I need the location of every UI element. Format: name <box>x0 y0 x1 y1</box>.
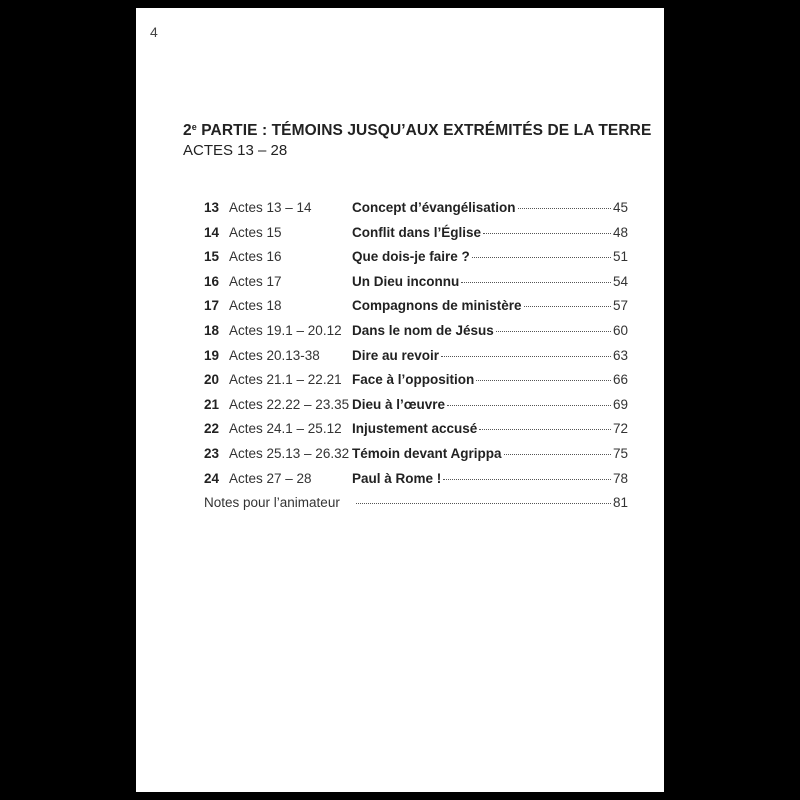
toc-lesson-number: 18 <box>204 322 220 338</box>
book-page <box>136 8 664 792</box>
part-title <box>183 122 651 140</box>
toc-entry <box>352 417 628 442</box>
toc-row[interactable] <box>204 344 628 369</box>
toc-lesson-title: Conflit dans l’Église <box>352 224 482 240</box>
toc-leader-dots <box>443 479 611 480</box>
toc-row[interactable] <box>204 368 628 393</box>
toc-scripture-reference: Actes 13 – 14 <box>229 200 312 215</box>
part-superscript: e <box>191 122 197 132</box>
toc-page-number: 54 <box>612 273 628 289</box>
toc-lesson-number: 24 <box>204 470 220 486</box>
toc-leader-dots <box>441 356 611 357</box>
toc-row[interactable] <box>204 221 628 246</box>
toc-page-number: 69 <box>612 396 628 412</box>
toc-leader-dots <box>461 282 611 283</box>
toc-scripture-reference: Actes 22.22 – 23.35 <box>229 396 350 412</box>
toc-lesson-number: 13 <box>204 200 220 215</box>
toc-lesson-title: Témoin devant Agrippa <box>352 445 502 461</box>
toc-lesson-title: Dieu à l’œuvre <box>352 396 446 412</box>
toc-entry <box>352 467 628 492</box>
toc-lesson-title: Dans le nom de Jésus <box>352 322 494 338</box>
toc-lesson-title: Un Dieu inconnu <box>352 273 460 289</box>
page-number: 4 <box>150 24 158 40</box>
part-subtitle: ACTES 13 – 28 <box>183 142 288 159</box>
toc-entry <box>352 442 628 467</box>
toc-lesson-title: Compagnons de ministère <box>352 298 522 314</box>
toc-page-number: 57 <box>612 298 628 314</box>
toc-leader-dots <box>472 257 611 258</box>
toc-entry <box>352 393 628 418</box>
toc-page-number: 66 <box>612 372 628 388</box>
toc-page-number: 51 <box>612 249 628 265</box>
toc-scripture-reference: Actes 19.1 – 20.12 <box>229 322 342 338</box>
toc-entry <box>352 344 628 369</box>
toc-row[interactable] <box>204 245 628 270</box>
toc-lesson-number: 14 <box>204 224 220 240</box>
toc-leader-dots <box>476 380 611 381</box>
toc-row[interactable] <box>204 393 628 418</box>
notes-label: Notes pour l’animateur <box>204 495 340 511</box>
toc-leader-dots <box>504 454 611 455</box>
toc-lesson-title: Paul à Rome ! <box>352 470 442 486</box>
toc-row[interactable] <box>204 442 628 467</box>
toc-page-number: 63 <box>612 347 628 363</box>
toc-scripture-reference: Actes 24.1 – 25.12 <box>229 421 342 437</box>
toc-scripture-reference: Actes 27 – 28 <box>229 470 312 486</box>
toc-page-number: 60 <box>612 322 628 338</box>
toc-lesson-number: 22 <box>204 421 220 437</box>
toc-page-number: 72 <box>612 421 628 437</box>
toc-rows <box>204 196 628 491</box>
toc-row[interactable] <box>204 196 628 221</box>
toc-leader-dots <box>524 306 611 307</box>
toc-page-number: 78 <box>612 470 628 486</box>
toc-lesson-number: 19 <box>204 347 220 363</box>
toc-leader-dots <box>447 405 611 406</box>
toc-scripture-reference: Actes 25.13 – 26.32 <box>229 445 350 461</box>
toc-scripture-reference: Actes 17 <box>229 273 282 289</box>
part-title-text: PARTIE : TÉMOINS JUSQU’AUX EXTRÉMITÉS DE LA TERRE <box>196 122 652 139</box>
toc-leader-dots <box>518 208 611 209</box>
toc-lesson-title: Concept d’évangélisation <box>352 200 516 215</box>
toc-scripture-reference: Actes 15 <box>229 224 282 240</box>
toc-leader-dots <box>483 233 611 234</box>
toc-entry <box>352 294 628 319</box>
toc-page-number: 45 <box>612 200 628 215</box>
toc-row[interactable] <box>204 417 628 442</box>
toc-entry <box>352 319 628 344</box>
notes-entry <box>354 491 628 516</box>
toc-lesson-number: 23 <box>204 445 220 461</box>
toc-entry <box>352 221 628 246</box>
toc-row[interactable] <box>204 319 628 344</box>
toc-leader-dots <box>479 429 611 430</box>
toc-notes-row[interactable] <box>204 491 628 516</box>
toc-lesson-number: 21 <box>204 396 220 412</box>
toc-entry <box>352 245 628 270</box>
toc-scripture-reference: Actes 18 <box>229 298 282 314</box>
toc-row[interactable] <box>204 270 628 295</box>
toc-lesson-number: 17 <box>204 298 220 314</box>
toc-entry <box>352 270 628 295</box>
toc-scripture-reference: Actes 16 <box>229 249 282 265</box>
part-number: 2 <box>183 122 192 139</box>
toc-leader-dots <box>356 503 611 504</box>
toc-row[interactable] <box>204 294 628 319</box>
table-of-contents <box>204 196 628 516</box>
toc-page-number: 48 <box>612 224 628 240</box>
toc-scripture-reference: Actes 20.13-38 <box>229 347 320 363</box>
toc-lesson-title: Que dois-je faire ? <box>352 249 470 265</box>
notes-page: 81 <box>612 495 628 511</box>
toc-lesson-title: Injustement accusé <box>352 421 478 437</box>
toc-lesson-number: 20 <box>204 372 220 388</box>
toc-row[interactable] <box>204 467 628 492</box>
toc-leader-dots <box>496 331 611 332</box>
toc-lesson-title: Face à l’opposition <box>352 372 475 388</box>
toc-lesson-number: 15 <box>204 249 220 265</box>
toc-entry <box>352 368 628 393</box>
toc-lesson-number: 16 <box>204 273 220 289</box>
toc-scripture-reference: Actes 21.1 – 22.21 <box>229 372 342 388</box>
toc-entry <box>352 196 628 221</box>
toc-page-number: 75 <box>612 445 628 461</box>
toc-lesson-title: Dire au revoir <box>352 347 440 363</box>
